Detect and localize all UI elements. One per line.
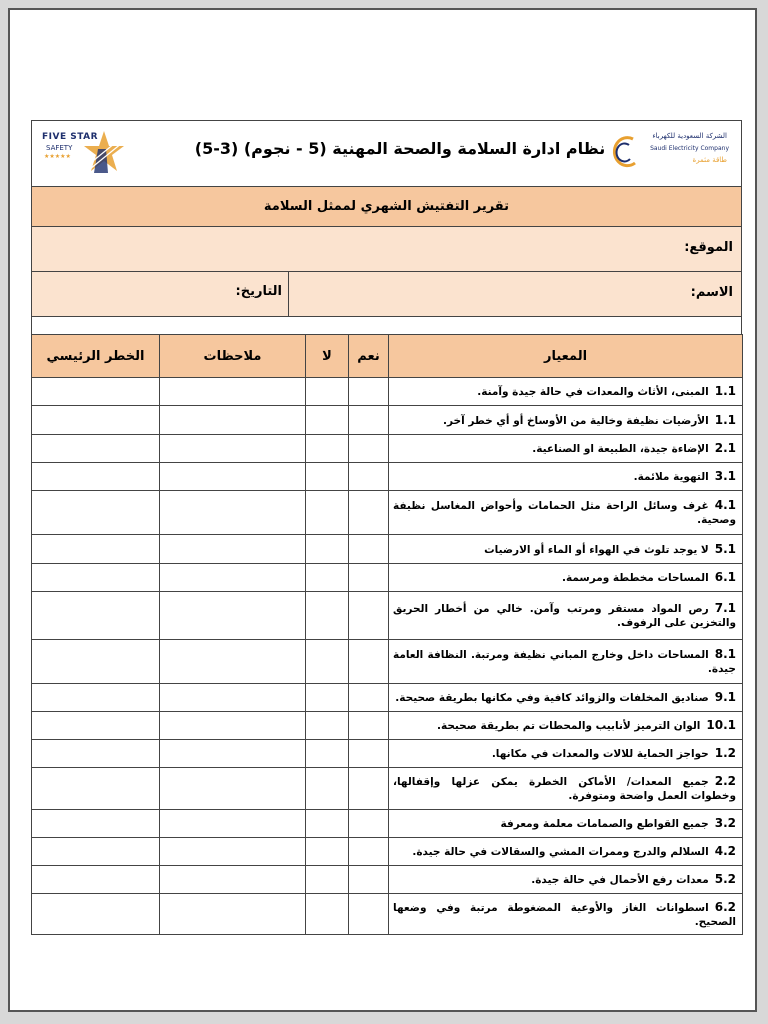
criterion-cell — [389, 684, 743, 712]
criterion-cell — [389, 378, 743, 406]
main-hazard-cell[interactable] — [32, 712, 160, 740]
checklist-table — [31, 334, 743, 935]
no-cell[interactable] — [306, 592, 349, 640]
table-row — [32, 768, 743, 810]
name-label: الاسم: — [690, 285, 733, 300]
table-row — [32, 535, 743, 564]
table-row — [32, 491, 743, 535]
main-hazard-cell[interactable] — [32, 406, 160, 435]
criterion-cell — [389, 810, 743, 838]
yes-cell[interactable] — [349, 810, 389, 838]
main-hazard-cell[interactable] — [32, 640, 160, 684]
criterion-text: السلالم والدرج وممرات المشي والسقالات في حالة جيدة. — [412, 846, 709, 858]
company-name-arabic: الشركة السعودية للكهرباء — [652, 132, 727, 140]
no-cell[interactable] — [306, 564, 349, 592]
no-cell[interactable] — [306, 894, 349, 935]
criterion-text: الإضاءة جيدة، الطبيعة او الصناعية. — [532, 443, 709, 455]
notes-cell[interactable] — [160, 378, 306, 406]
yes-cell[interactable] — [349, 378, 389, 406]
notes-cell[interactable] — [160, 894, 306, 935]
criterion-number: 7.1 — [714, 601, 736, 615]
criterion-text: التهوية ملائمة. — [633, 471, 709, 483]
table-row — [32, 684, 743, 712]
main-hazard-cell[interactable] — [32, 740, 160, 768]
spacer-row — [31, 316, 742, 334]
yes-cell[interactable] — [349, 435, 389, 463]
yes-cell[interactable] — [349, 894, 389, 935]
criterion-text: غرف وسائل الراحة مثل الحمامات وأحواض المغاسل نظيفة وصحية. — [393, 500, 736, 526]
main-hazard-cell[interactable] — [32, 894, 160, 935]
logo-safety-text: SAFETY — [46, 144, 73, 152]
main-hazard-cell[interactable] — [32, 684, 160, 712]
table-row — [32, 866, 743, 894]
yes-cell[interactable] — [349, 406, 389, 435]
criterion-text: المساحات مخططة ومرسمة. — [561, 572, 709, 584]
main-hazard-cell[interactable] — [32, 463, 160, 491]
no-cell[interactable] — [306, 866, 349, 894]
criterion-text: المبنى، الأثاث والمعدات في حالة جيدة وآمنة. — [477, 386, 709, 398]
main-hazard-cell[interactable] — [32, 866, 160, 894]
yes-cell[interactable] — [349, 463, 389, 491]
date-label: التاريخ: — [235, 284, 282, 299]
criterion-number: 4.2 — [714, 844, 736, 858]
no-cell[interactable] — [306, 406, 349, 435]
no-cell[interactable] — [306, 712, 349, 740]
table-row — [32, 810, 743, 838]
criterion-number: 1.2 — [714, 746, 736, 760]
criterion-text: جميع القواطع والصمامات معلمة ومعرفة — [500, 818, 709, 830]
criterion-cell — [389, 406, 743, 435]
criterion-number: 3.2 — [714, 816, 736, 830]
document-page — [8, 8, 757, 1012]
name-date-row — [31, 271, 742, 316]
criterion-number: 3.1 — [714, 469, 736, 483]
criterion-number: 2.1 — [714, 441, 736, 455]
yes-cell[interactable] — [349, 684, 389, 712]
location-label: الموقع: — [684, 240, 733, 255]
criterion-number: 8.1 — [714, 647, 736, 661]
notes-cell[interactable] — [160, 592, 306, 640]
star-emblem-icon — [84, 129, 124, 175]
criterion-text: جميع المعدات/ الأماكن الخطرة يمكن عزلها وإقفالها، وخطوات العمل واضحة ومتوفرة. — [393, 776, 736, 802]
notes-cell[interactable] — [160, 838, 306, 866]
criterion-number: 10.1 — [706, 718, 736, 732]
notes-cell[interactable] — [160, 684, 306, 712]
no-cell[interactable] — [306, 535, 349, 564]
yes-header: نعم — [349, 335, 389, 378]
criterion-number: 6.1 — [714, 570, 736, 584]
yes-cell[interactable] — [349, 491, 389, 535]
criterion-number: 5.2 — [714, 872, 736, 886]
notes-header: ملاحظات — [160, 335, 306, 378]
table-row — [32, 378, 743, 406]
criterion-number: 2.2 — [714, 774, 736, 788]
criterion-number: 9.1 — [714, 690, 736, 704]
yes-cell[interactable] — [349, 712, 389, 740]
criterion-number: 1.1 — [714, 384, 736, 398]
criterion-number: 4.1 — [714, 498, 736, 512]
main-hazard-cell[interactable] — [32, 838, 160, 866]
table-row — [32, 406, 743, 435]
main-hazard-cell[interactable] — [32, 435, 160, 463]
no-cell[interactable] — [306, 378, 349, 406]
yes-cell[interactable] — [349, 768, 389, 810]
document-title: نظام ادارة السلامة والصحة المهنية (5 - نجوم) (3-5) — [194, 139, 606, 158]
criterion-header: المعيار — [389, 335, 743, 378]
criterion-text: اسطوانات الغاز والأوعية المضغوطة مرتبة وفي وضعها الصحيح. — [393, 901, 736, 928]
criterion-text: لا يوجد تلوث في الهواء أو الماء أو الارضيات — [484, 543, 709, 556]
criterion-text: المساحات داخل وخارج المباني نظيفة ومرتبة. النظافة العامة جيدة. — [393, 649, 736, 675]
yes-cell[interactable] — [349, 740, 389, 768]
yes-cell[interactable] — [349, 866, 389, 894]
yes-cell[interactable] — [349, 592, 389, 640]
criterion-cell — [389, 535, 743, 564]
main-hazard-cell[interactable] — [32, 491, 160, 535]
yes-cell[interactable] — [349, 640, 389, 684]
criterion-cell — [389, 838, 743, 866]
main-hazard-cell[interactable] — [32, 535, 160, 564]
no-cell[interactable] — [306, 768, 349, 810]
table-row — [32, 640, 743, 684]
notes-cell[interactable] — [160, 463, 306, 491]
notes-cell[interactable] — [160, 491, 306, 535]
no-cell[interactable] — [306, 435, 349, 463]
saudi-electricity-logo — [603, 129, 733, 177]
report-title: تقرير التفتيش الشهري لممثل السلامة — [31, 186, 742, 226]
notes-cell[interactable] — [160, 768, 306, 810]
notes-cell[interactable] — [160, 564, 306, 592]
notes-cell[interactable] — [160, 535, 306, 564]
criterion-text: حواجز الحماية للالات والمعدات في مكانها. — [491, 748, 709, 760]
criterion-text: معدات رفع الأحمال في حالة جيدة. — [531, 874, 709, 886]
criterion-text: الأرضيات نظيفة وخالية من الأوساخ أو أي خطر آخر. — [442, 414, 709, 427]
table-row — [32, 564, 743, 592]
no-cell[interactable] — [306, 838, 349, 866]
no-cell[interactable] — [306, 684, 349, 712]
table-row — [32, 740, 743, 768]
table-row — [32, 894, 743, 935]
date-cell — [32, 272, 289, 317]
criterion-cell — [389, 894, 743, 935]
table-row — [32, 592, 743, 640]
criterion-cell — [389, 435, 743, 463]
table-row — [32, 463, 743, 491]
criterion-cell — [389, 640, 743, 684]
document-header — [31, 120, 742, 186]
no-cell[interactable] — [306, 491, 349, 535]
criterion-cell — [389, 768, 743, 810]
main-hazard-cell[interactable] — [32, 810, 160, 838]
logo-five-star-text: FIVE STAR — [42, 132, 99, 142]
criterion-text: صناديق المخلفات والزوائد كافية وفي مكانها بطريقة صحيحة. — [395, 692, 709, 704]
criterion-cell — [389, 712, 743, 740]
criterion-cell — [389, 866, 743, 894]
table-header-row — [32, 335, 743, 378]
notes-cell[interactable] — [160, 866, 306, 894]
table-row — [32, 838, 743, 866]
inspection-form — [31, 120, 742, 935]
no-cell[interactable] — [306, 740, 349, 768]
checklist-body — [32, 378, 743, 935]
location-row — [31, 226, 742, 271]
no-header: لا — [306, 335, 349, 378]
criterion-cell — [389, 564, 743, 592]
main-hazard-cell[interactable] — [32, 768, 160, 810]
five-star-safety-logo — [40, 127, 124, 179]
criterion-cell — [389, 491, 743, 535]
notes-cell[interactable] — [160, 640, 306, 684]
notes-cell[interactable] — [160, 435, 306, 463]
no-cell[interactable] — [306, 640, 349, 684]
main-hazard-header: الخطر الرئيسي — [32, 335, 160, 378]
yes-cell[interactable] — [349, 535, 389, 564]
table-row — [32, 712, 743, 740]
yes-cell[interactable] — [349, 838, 389, 866]
criterion-cell — [389, 592, 743, 640]
company-name-english: Saudi Electricity Company — [650, 145, 729, 152]
criterion-cell — [389, 740, 743, 768]
criterion-number: 5.1 — [714, 541, 736, 556]
criterion-text: الوان الترميز لأنابيب والمحطات تم بطريقة صحيحة. — [436, 720, 701, 732]
criterion-number: 1.1 — [714, 412, 736, 427]
sec-emblem-icon — [607, 133, 639, 171]
yes-cell[interactable] — [349, 564, 389, 592]
notes-cell[interactable] — [160, 740, 306, 768]
notes-cell[interactable] — [160, 810, 306, 838]
criterion-text: رص المواد مستقر ومرتب وآمن. خالي من أخطار الحريق والتخزين على الرفوف. — [393, 603, 736, 629]
main-hazard-cell[interactable] — [32, 564, 160, 592]
company-tagline: طاقة مثمرة — [692, 156, 727, 164]
no-cell[interactable] — [306, 810, 349, 838]
main-hazard-cell[interactable] — [32, 378, 160, 406]
table-row — [32, 435, 743, 463]
criterion-cell — [389, 463, 743, 491]
no-cell[interactable] — [306, 463, 349, 491]
notes-cell[interactable] — [160, 712, 306, 740]
logo-stars: ★★★★★ — [44, 153, 71, 160]
notes-cell[interactable] — [160, 406, 306, 435]
main-hazard-cell[interactable] — [32, 592, 160, 640]
criterion-number: 6.2 — [714, 899, 736, 914]
